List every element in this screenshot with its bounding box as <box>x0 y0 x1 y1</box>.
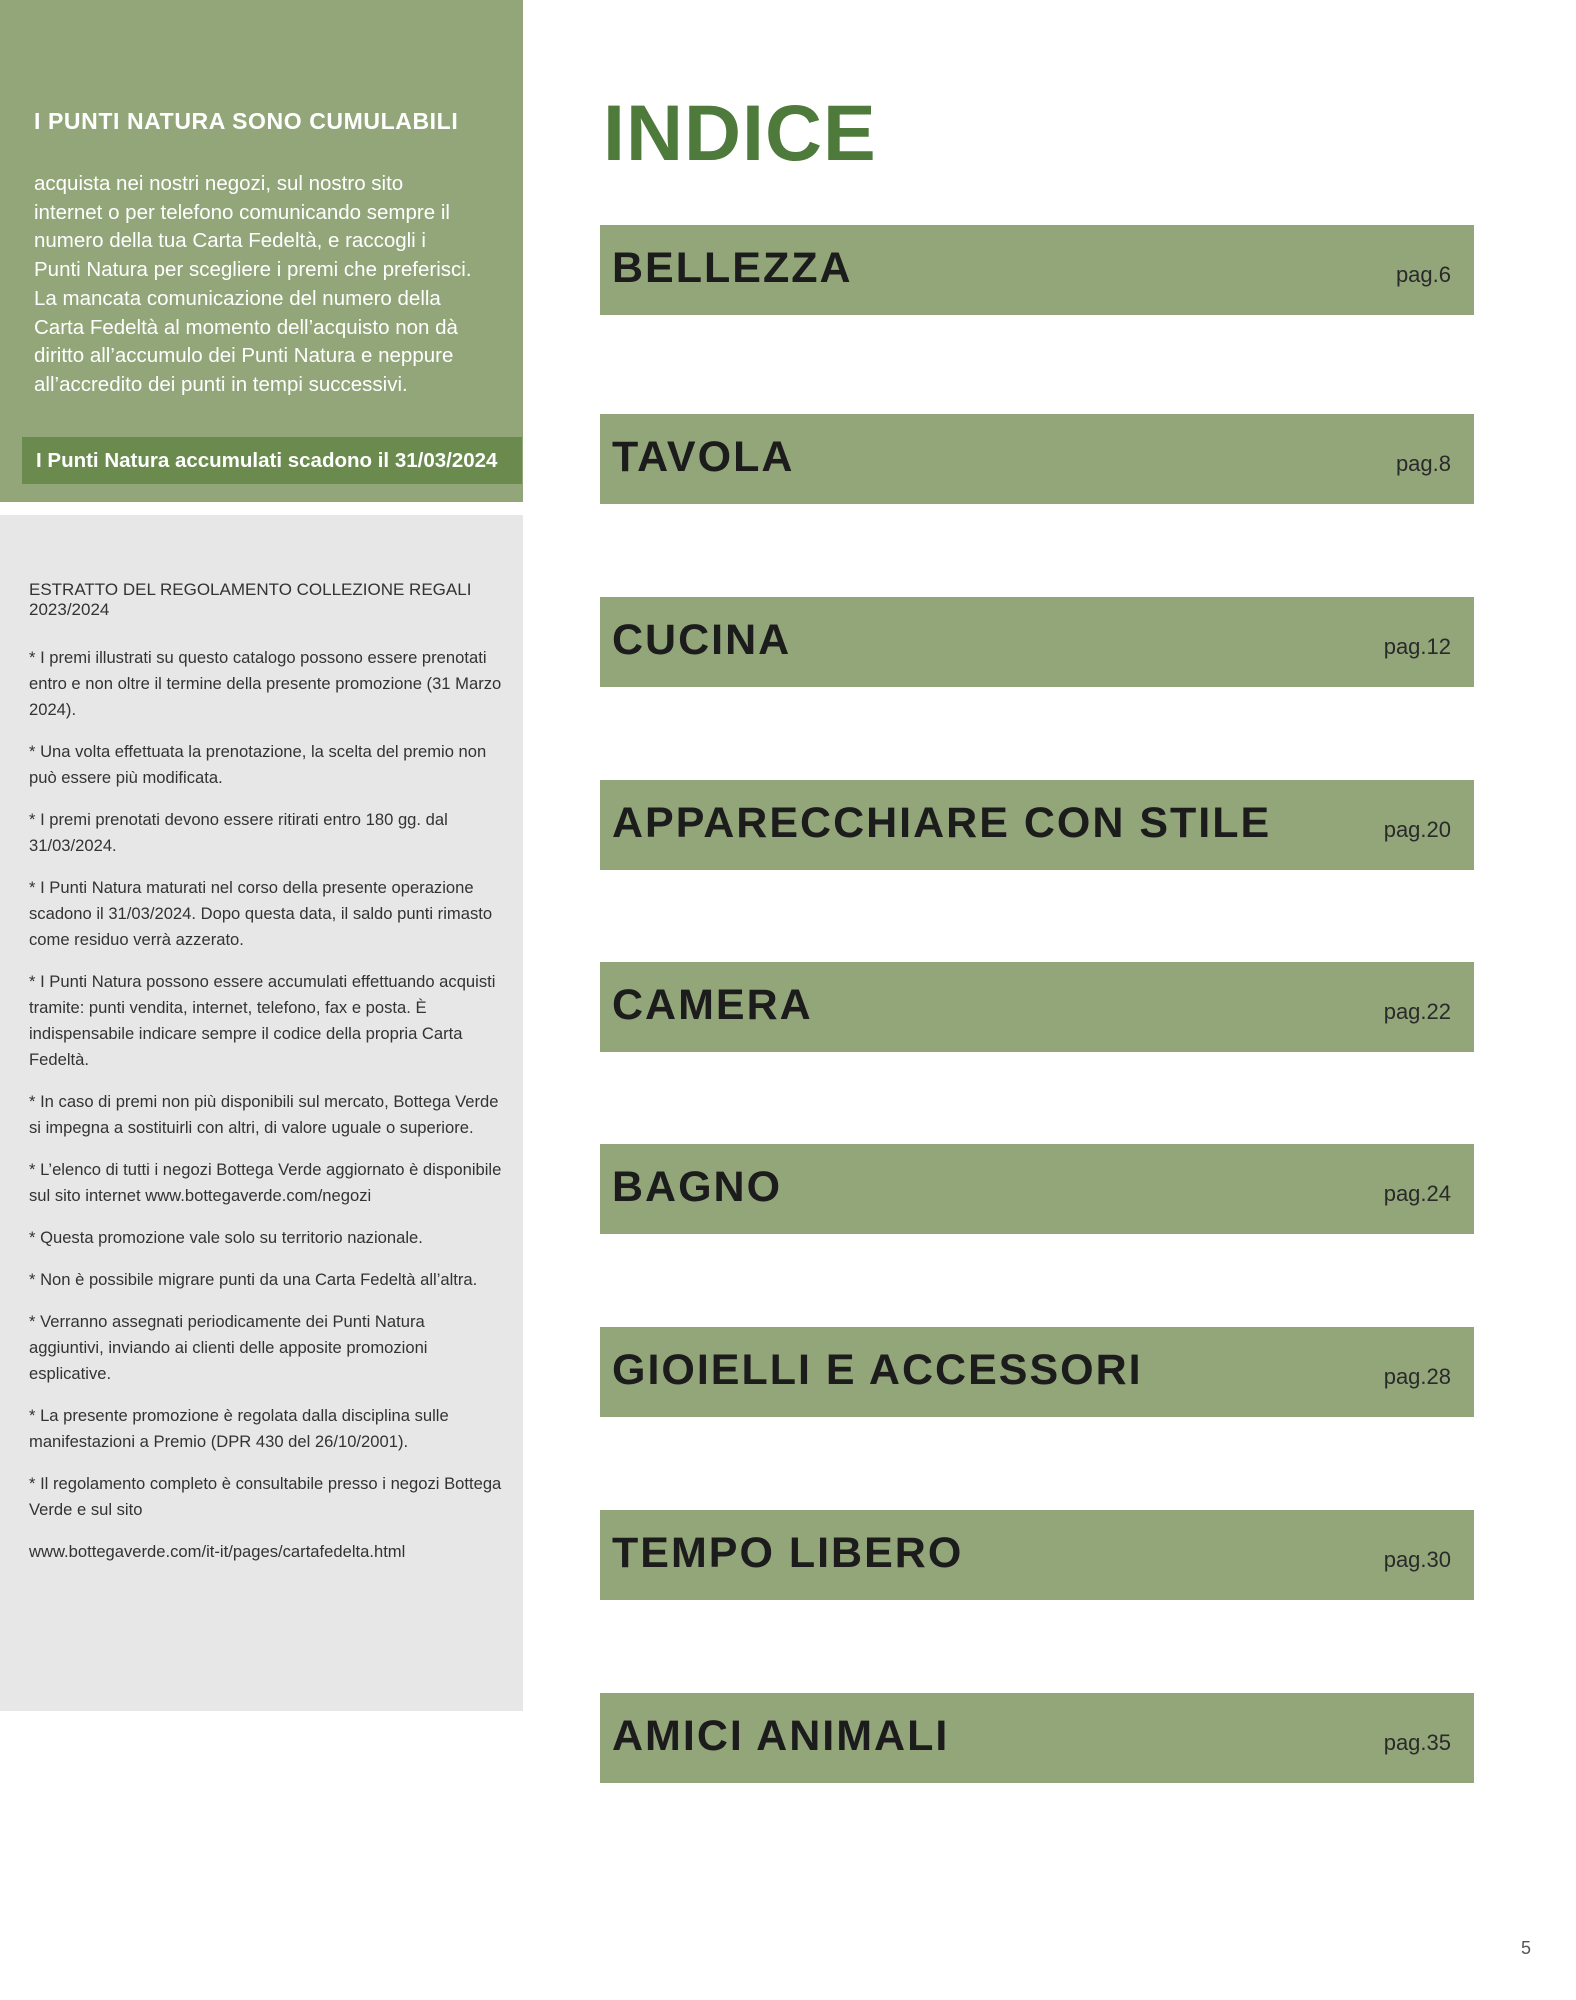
index-page: pag.28 <box>1383 1364 1451 1389</box>
index-entry-tavola[interactable] <box>600 414 1474 504</box>
rules-item: * I Punti Natura possono essere accumulati effettuando acquisti tramite: punti vendita, internet, telefono, fax e posta. È indispensabile indicare sempre il codice della propria Carta Fedeltà. <box>29 972 496 1069</box>
index-entry-cucina[interactable] <box>600 597 1474 687</box>
rules-list <box>29 645 504 1565</box>
rules-item: * La presente promozione è regolata dalla disciplina sulle manifestazioni a Premio (DPR 430 del 26/10/2001). <box>29 1406 449 1451</box>
rules-item: * Questa promozione vale solo su territorio nazionale. <box>29 1228 423 1247</box>
index-page: pag.12 <box>1383 634 1451 659</box>
index-page: pag.20 <box>1383 817 1451 842</box>
loyalty-title: I PUNTI NATURA SONO CUMULABILI <box>34 108 459 134</box>
loyalty-expiry-banner: I Punti Natura accumulati scadono il 31/03/2024 <box>22 437 522 484</box>
loyalty-panel <box>0 0 523 502</box>
index-category: AMICI ANIMALI <box>612 1712 950 1760</box>
index-entry-bagno[interactable] <box>600 1144 1474 1234</box>
rules-item: * Non è possibile migrare punti da una Carta Fedeltà all’altra. <box>29 1270 478 1289</box>
index-entry-amici-animali[interactable] <box>600 1693 1474 1783</box>
index-category: GIOIELLI E ACCESSORI <box>612 1346 1143 1394</box>
index-page: pag.8 <box>1395 451 1451 476</box>
rules-item: * I premi prenotati devono essere ritirati entro 180 gg. dal 31/03/2024. <box>29 810 448 855</box>
rules-item: * Verranno assegnati periodicamente dei Punti Natura aggiuntivi, inviando ai clienti delle apposite promozioni esplicative. <box>29 1312 428 1383</box>
rules-panel <box>0 515 523 1711</box>
index-page: pag.24 <box>1383 1181 1451 1206</box>
index-entry-camera[interactable] <box>600 962 1474 1052</box>
index-entry-bellezza[interactable] <box>600 225 1474 315</box>
rules-item: * In caso di premi non più disponibili sul mercato, Bottega Verde si impegna a sostituirli con altri, di valore uguale o superiore. <box>29 1092 499 1137</box>
index-category: CAMERA <box>612 981 813 1029</box>
index-page: pag.35 <box>1383 1730 1451 1755</box>
page-number: 5 <box>1521 1938 1532 1958</box>
rules-item: * I Punti Natura maturati nel corso della presente operazione scadono il 31/03/2024. Dopo questa data, il saldo punti rimasto come residuo verrà azzerato. <box>29 878 493 949</box>
index-category: APPARECCHIARE CON STILE <box>612 799 1272 847</box>
page-title: INDICE <box>603 88 877 177</box>
index-entry-apparecchiare[interactable] <box>600 780 1474 870</box>
index-page: pag.22 <box>1383 999 1451 1024</box>
rules-item: * Una volta effettuata la prenotazione, la scelta del premio non può essere più modificata. <box>29 742 487 787</box>
index-category: TEMPO LIBERO <box>612 1529 964 1577</box>
index-page: pag.6 <box>1395 262 1451 287</box>
index-category: CUCINA <box>612 616 792 664</box>
loyalty-text: acquista nei nostri negozi, sul nostro sito internet o per telefono comunicando sempre il numero della tua Carta Fedeltà, e raccogli i Punti Natura per scegliere i premi che preferisci. La mancata comunicazione del numero della Carta Fedeltà al momento dell’acquisto non dà diritto all’accumulo dei Punti Natura e neppure all’accredito dei punti in tempi successivi. <box>34 172 472 396</box>
index-entry-gioielli[interactable] <box>600 1327 1474 1417</box>
rules-item: * L’elenco di tutti i negozi Bottega Verde aggiornato è disponibile sul sito internet www.bottegaverde.com/negozi <box>29 1160 502 1205</box>
index-entry-tempo-libero[interactable] <box>600 1510 1474 1600</box>
rules-url-link[interactable]: www.bottegaverde.com/it-it/pages/cartafedelta.html <box>29 1542 406 1561</box>
rules-heading: ESTRATTO DEL REGOLAMENTO COLLEZIONE REGALI 2023/2024 <box>29 580 472 619</box>
rules-item: * Il regolamento completo è consultabile presso i negozi Bottega Verde e sul sito <box>29 1474 502 1519</box>
index-category: BELLEZZA <box>612 244 853 292</box>
index-category: TAVOLA <box>612 433 795 481</box>
rules-item: * I premi illustrati su questo catalogo possono essere prenotati entro e non oltre il termine della presente promozione (31 Marzo 2024). <box>29 648 502 719</box>
index-page: pag.30 <box>1383 1547 1451 1572</box>
index-category: BAGNO <box>612 1163 783 1211</box>
